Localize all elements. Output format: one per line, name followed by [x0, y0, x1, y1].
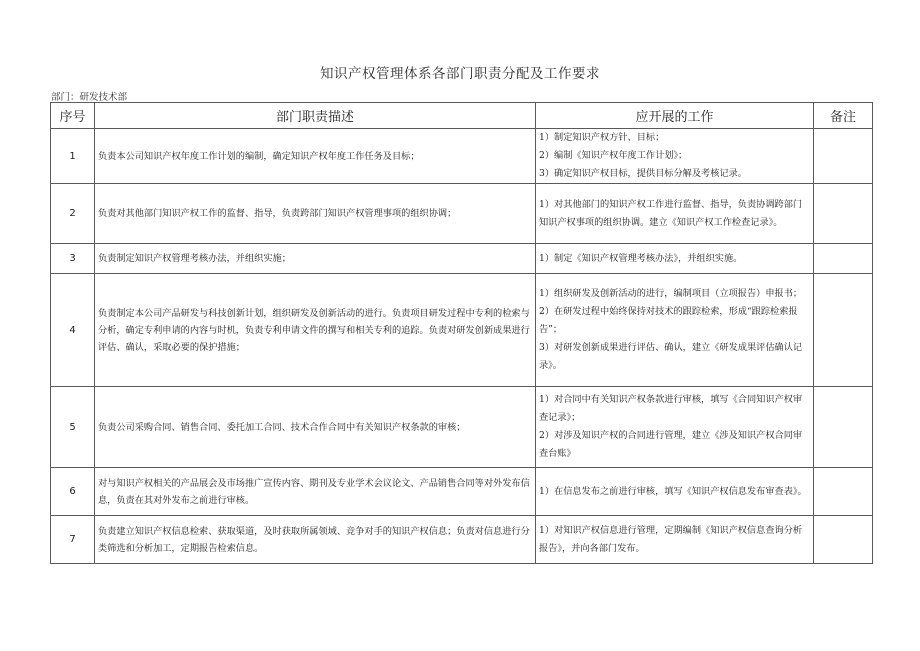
page-title: 知识产权管理体系各部门职责分配及工作要求: [320, 66, 600, 82]
row-work: [536, 468, 814, 516]
row-seq: 1: [51, 129, 95, 184]
row-note: [814, 244, 873, 274]
row-desc: 负责对其他部门知识产权工作的监督、指导，负责跨部门知识产权管理事项的组织协调；: [95, 184, 536, 244]
work-item: 1）组织研发及创新活动的进行，编制项目（立项报告）申报书；: [539, 288, 803, 299]
work-item: 1）制定《知识产权管理考核办法》，并组织实施。: [539, 252, 743, 264]
work-item: 1）对合同中有关知识产权条款进行审核，填写《合同知识产权审查记录》；: [539, 394, 803, 423]
responsibility-table: [50, 102, 873, 564]
row-desc: 对与知识产权相关的产品展会及市场推广宣传内容、期刊及专业学术会议论文、产品销售合同等对外发布信息，负责在其对外发布之前进行审核。: [95, 468, 536, 516]
work-item: 2）对涉及知识产权的合同进行管理，建立《涉及知识产权合同审查台账》: [539, 430, 803, 459]
work-item: 3）对研发创新成果进行评估、确认，建立《研发成果评估确认记录》。: [539, 342, 803, 371]
row-work: [536, 129, 814, 184]
table-row: [51, 244, 873, 274]
row-desc: 负责制定本公司产品研发与科技创新计划，组织研发及创新活动的进行。负责项目研发过程中专利的检索与分析，确定专利申请的内容与时机，负责专利申请文件的撰写和相关专利的追踪。负责对研发创新成果进行评估、确认，采取必要的保护措施；: [95, 274, 536, 387]
table-row: [51, 516, 873, 564]
table-header-row: [51, 103, 873, 129]
table-row: [51, 274, 873, 387]
row-desc: 负责公司采购合同、销售合同、委托加工合同、技术合作合同中有关知识产权条款的审核；: [95, 387, 536, 468]
table-row: [51, 468, 873, 516]
row-note: [814, 468, 873, 516]
row-seq: 5: [51, 387, 95, 468]
work-item: 2）在研发过程中始终保持对技术的跟踪检索，形成“跟踪检索报告”；: [539, 306, 798, 335]
header-work: 应开展的工作: [536, 103, 814, 129]
header-seq: 序号: [51, 103, 95, 129]
row-seq: 2: [51, 184, 95, 244]
row-note: [814, 516, 873, 564]
header-desc: 部门职责描述: [95, 103, 536, 129]
table-row: [51, 387, 873, 468]
row-seq: 6: [51, 468, 95, 516]
work-item: 1）制定知识产权方针、目标；: [539, 132, 665, 143]
row-seq: 4: [51, 274, 95, 387]
row-note: [814, 129, 873, 184]
row-note: [814, 184, 873, 244]
work-item: 1）对其他部门的知识产权工作进行监督、指导，负责协调跨部门知识产权事项的组织协调。建立《知识产权工作检查记录》。: [539, 198, 803, 228]
row-work: [536, 274, 814, 387]
row-desc: 负责建立知识产权信息检索、获取渠道，及时获取所属领域、竞争对手的知识产权信息；负责对信息进行分类筛选和分析加工，定期报告检索信息。: [95, 516, 536, 564]
row-work: [536, 387, 814, 468]
table-row: [51, 184, 873, 244]
work-item: 2）编制《知识产权年度工作计划》；: [539, 150, 688, 161]
row-desc: 负责制定知识产权管理考核办法，并组织实施；: [95, 244, 536, 274]
row-desc: 负责本公司知识产权年度工作计划的编制，确定知识产权年度工作任务及目标；: [95, 129, 536, 184]
row-work: [536, 184, 814, 244]
row-seq: 7: [51, 516, 95, 564]
header-note: 备注: [814, 103, 873, 129]
row-note: [814, 387, 873, 468]
row-work: [536, 516, 814, 564]
row-seq: 3: [51, 244, 95, 274]
work-item: 3）确定知识产权目标，提供目标分解及考核记录。: [539, 168, 747, 179]
work-item: 1）在信息发布之前进行审核，填写《知识产权信息发布审查表》。: [539, 485, 807, 497]
row-work: [536, 244, 814, 274]
department-label: 部门：研发技术部: [51, 92, 128, 103]
row-note: [814, 274, 873, 387]
table-row: [51, 129, 873, 184]
work-item: 1）对知识产权信息进行管理，定期编制《知识产权信息查询分析报告》，并向各部门发布。: [539, 524, 803, 554]
